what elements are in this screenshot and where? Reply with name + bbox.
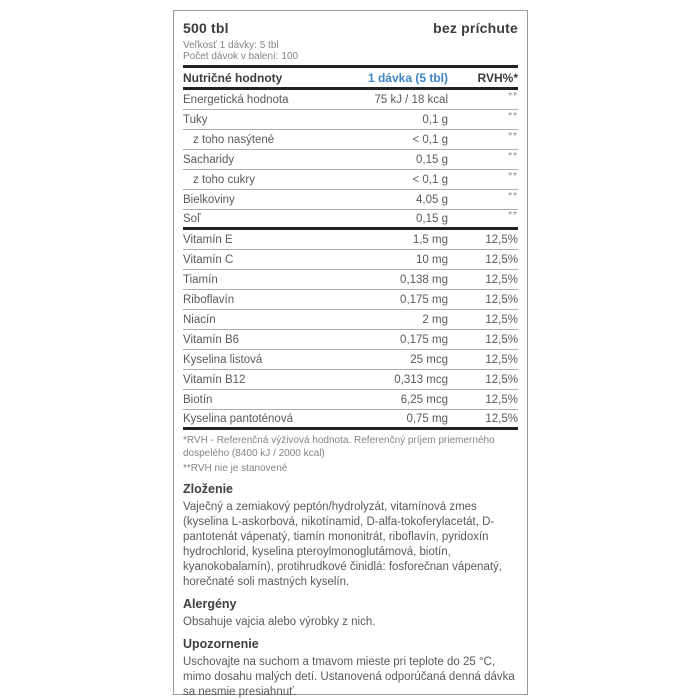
footnote-rvh-definition: *RVH - Referenčná výživová hodnota. Referenčný príjem priemerného dospelého (8400 kJ / 2000 kcal) — [183, 435, 495, 459]
serving-size-line: Veľkosť 1 dávky: 5 tbl — [183, 40, 279, 51]
nutrient-value: 0,313 mcg — [394, 373, 448, 386]
nutrient-rvh: 12,5% — [485, 313, 518, 326]
footnote-rvh-not-set: **RVH nie je stanovené — [183, 463, 288, 474]
nutrient-rvh: 12,5% — [485, 353, 518, 366]
nutrient-value: 75 kJ / 18 kcal — [374, 93, 448, 106]
warning-title: Upozornenie — [183, 637, 259, 651]
table-row — [183, 190, 518, 210]
nutrient-value: < 0,1 g — [412, 133, 448, 146]
nutrient-rvh: 12,5% — [485, 293, 518, 306]
nutrient-label: Soľ — [183, 212, 201, 225]
nutrient-value: < 0,1 g — [412, 173, 448, 186]
table-row — [183, 390, 518, 410]
warning-body: Uschovajte na suchom a tmavom mieste pri teplote do 25 °C, mimo dosahu malých detí. Ustanovená odporúčaná denná dávka sa nesmie presiahnuť. — [183, 656, 515, 698]
nutrient-rvh: ** — [508, 91, 518, 102]
nutrient-label: Kyselina listová — [183, 353, 263, 366]
nutrient-label: Vitamín B12 — [183, 373, 246, 386]
table-row — [183, 110, 518, 130]
allergens-body: Obsahuje vajcia alebo výrobky z nich. — [183, 616, 376, 628]
table-row — [183, 130, 518, 150]
footnotes — [183, 434, 518, 475]
composition-body: Vaječný a zemiakový peptón/hydrolyzát, vitamínová zmes (kyselina L-askorbová, nikotínamid, D-alfa-tokoferylacetát, D-pantotenát vápenatý, tiamín mononitrát, riboflavín, pyridoxín hydrochlorid, kyselina pteroylmonoglutámová, biotín, kyanokobalamín), protihrudkové činidlá: fosforečnan vápenatý, horečnaté soli mastných kyselín. — [183, 501, 502, 588]
nutrient-value: 0,15 g — [416, 153, 448, 166]
nutrient-value: 4,05 g — [416, 193, 448, 206]
table-row — [183, 90, 518, 110]
nutrition-table — [183, 65, 518, 430]
nutrient-value: 0,175 mg — [400, 333, 448, 346]
nutrient-rvh: ** — [508, 210, 518, 221]
nutrient-value: 0,75 mg — [406, 412, 448, 425]
nutrient-rvh: 12,5% — [485, 373, 518, 386]
table-row — [183, 310, 518, 330]
table-row — [183, 270, 518, 290]
composition-title: Zloženie — [183, 482, 234, 496]
nutrient-value: 1,5 mg — [412, 233, 448, 246]
nutrition-label-panel — [173, 10, 528, 698]
nutrient-label: Kyselina pantoténová — [183, 412, 293, 425]
allergens-title: Alergény — [183, 597, 237, 611]
table-row — [183, 230, 518, 250]
nutrient-value: 0,138 mg — [400, 273, 448, 286]
nutrient-rvh: ** — [508, 191, 518, 202]
nutrient-label: Tuky — [183, 113, 208, 126]
nutrient-value: 25 mcg — [410, 353, 448, 366]
nutrient-value: 10 mg — [416, 253, 448, 266]
label-header — [183, 20, 518, 36]
nutrient-rvh: 12,5% — [485, 412, 518, 425]
table-row — [183, 170, 518, 190]
table-row — [183, 410, 518, 430]
nutrient-value: 6,25 mcg — [400, 393, 448, 406]
nutrient-rvh: 12,5% — [485, 273, 518, 286]
nutrient-rvh: ** — [508, 151, 518, 162]
nutrient-value: 0,175 mg — [400, 293, 448, 306]
section-composition — [183, 482, 518, 590]
nutrient-rvh: 12,5% — [485, 393, 518, 406]
table-row — [183, 210, 518, 230]
column-nutrients: Nutričné hodnoty — [183, 70, 283, 85]
product-flavor: bez príchute — [433, 20, 518, 36]
serving-count-line: Počet dávok v balení: 100 — [183, 51, 299, 62]
nutrient-rvh: 12,5% — [485, 253, 518, 266]
table-header-row — [183, 68, 518, 90]
section-warning — [183, 637, 518, 700]
table-row — [183, 250, 518, 270]
nutrient-rvh: 12,5% — [485, 233, 518, 246]
product-quantity: 500 tbl — [183, 20, 229, 36]
column-per-dose: 1 dávka (5 tbl) — [367, 70, 448, 85]
table-row — [183, 330, 518, 350]
table-row — [183, 370, 518, 390]
table-row — [183, 150, 518, 170]
nutrient-label: Sacharidy — [183, 153, 235, 166]
nutrient-label: z toho cukry — [193, 173, 255, 186]
nutrient-label: Niacín — [183, 313, 216, 326]
column-rvh: RVH%* — [477, 70, 518, 85]
nutrient-rvh: 12,5% — [485, 333, 518, 346]
nutrient-rvh: ** — [508, 171, 518, 182]
serving-info — [183, 40, 518, 62]
table-row — [183, 290, 518, 310]
nutrient-label: Energetická hodnota — [183, 93, 289, 106]
nutrient-rvh: ** — [508, 131, 518, 142]
table-row — [183, 350, 518, 370]
nutrient-value: 0,1 g — [422, 113, 448, 126]
nutrient-label: Vitamín E — [183, 233, 233, 246]
nutrient-label: z toho nasýtené — [193, 133, 275, 146]
nutrient-label: Riboflavín — [183, 293, 235, 306]
section-allergens — [183, 597, 518, 630]
nutrient-label: Vitamín B6 — [183, 333, 240, 346]
nutrient-label: Biotín — [183, 393, 213, 406]
nutrient-label: Vitamín C — [183, 253, 234, 266]
nutrient-rvh: ** — [508, 111, 518, 122]
nutrient-label: Tiamín — [183, 273, 218, 286]
nutrient-value: 0,15 g — [416, 212, 448, 225]
nutrient-value: 2 mg — [422, 313, 448, 326]
nutrient-label: Bielkoviny — [183, 193, 235, 206]
